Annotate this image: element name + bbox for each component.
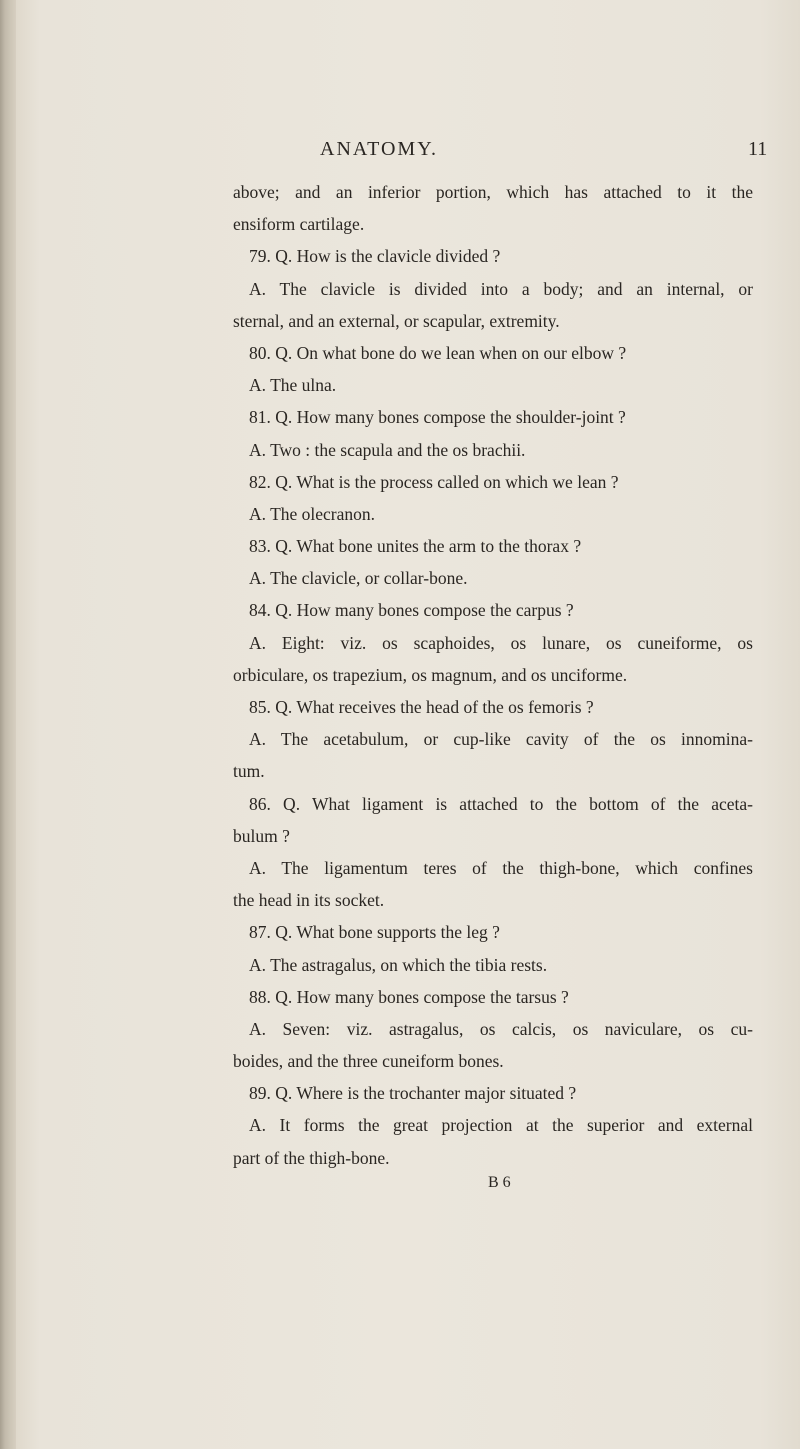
text-line: part of the thigh-bone. [233, 1147, 390, 1168]
page-number: 11 [748, 138, 768, 160]
signature-mark: B 6 [488, 1174, 511, 1191]
text-line: 86. Q. What ligament is attached to the bottom of the aceta- [249, 793, 753, 814]
text-line: 83. Q. What bone unites the arm to the thorax ? [249, 536, 582, 557]
text-line: 89. Q. Where is the trochanter major situated ? [249, 1083, 577, 1104]
text-line: 84. Q. How many bones compose the carpus ? [249, 600, 574, 621]
running-title: ANATOMY. [320, 138, 439, 160]
text-line: A. The acetabulum, or cup-like cavity of the os innomina- [249, 729, 753, 750]
text-line: A. It forms the great projection at the superior and external [249, 1115, 753, 1136]
page-header [0, 138, 800, 168]
text-line: A. The clavicle, or collar-bone. [249, 568, 468, 589]
text-line: A. The olecranon. [249, 503, 376, 524]
text-line: A. The clavicle is divided into a body; and an internal, or [249, 278, 753, 299]
text-line: 87. Q. What bone supports the leg ? [249, 922, 500, 943]
text-line: A. The ligamentum teres of the thigh-bone, which confines [249, 857, 753, 878]
text-line: 85. Q. What receives the head of the os femoris ? [249, 697, 594, 717]
text-line: the head in its socket. [233, 890, 385, 911]
text-line: A. Eight: viz. os scaphoides, os lunare, os cuneiforme, os [249, 632, 753, 653]
text-line: 88. Q. How many bones compose the tarsus ? [249, 986, 569, 1007]
text-line: A. Two : the scapula and the os brachii. [249, 439, 526, 460]
text-line: bulum ? [233, 825, 290, 846]
page-binding-edge [0, 0, 16, 1449]
text-line: above; and an inferior portion, which has attached to it the [233, 182, 753, 202]
text-line: 79. Q. How is the clavicle divided ? [249, 246, 501, 267]
text-line: A. The astragalus, on which the tibia rests. [249, 954, 548, 975]
text-line: sternal, and an external, or scapular, extremity. [233, 310, 560, 331]
text-line: 80. Q. On what bone do we lean when on our elbow ? [249, 342, 627, 363]
text-line: orbiculare, os trapezium, os magnum, and os unciforme. [233, 664, 628, 685]
text-line: ensiform cartilage. [233, 214, 365, 235]
text-line: 82. Q. What is the process called on which we lean ? [249, 471, 619, 492]
text-line: A. Seven: viz. astragalus, os calcis, os naviculare, os cu- [249, 1018, 753, 1039]
text-line: tum. [233, 761, 265, 782]
text-line: A. The ulna. [249, 375, 337, 396]
body-text [233, 176, 753, 1174]
text-line: 81. Q. How many bones compose the shoulder-joint ? [249, 407, 626, 428]
text-line: boides, and the three cuneiform bones. [233, 1051, 504, 1072]
